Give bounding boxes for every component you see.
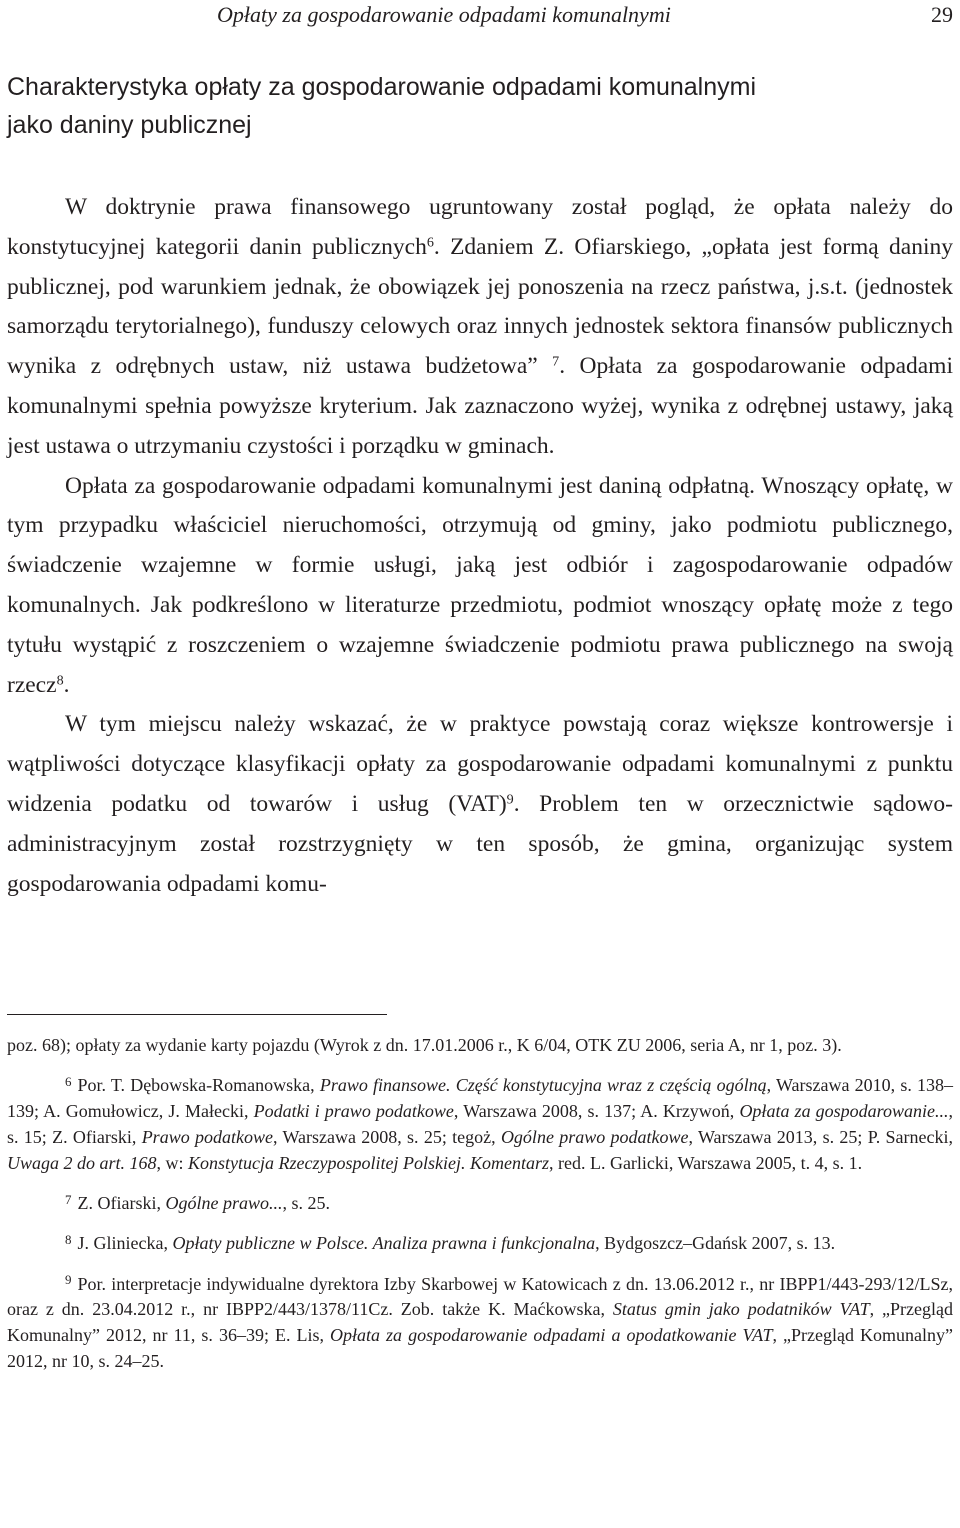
footnote-6-text: , s. 15; Z. Ofiarski,	[7, 1101, 954, 1147]
footnote-9-number: 9	[65, 1272, 72, 1288]
running-title: Opłaty za gospodarowanie odpadami komunalnymi	[217, 2, 671, 27]
footnote-6-title: Prawo podatkowe	[141, 1126, 273, 1147]
page-number: 29	[931, 2, 953, 27]
running-header	[7, 2, 953, 32]
footnote-6-title: Konstytucja Rzeczypospolitej Polskiej. Komentarz	[188, 1152, 549, 1173]
paragraph-1-text-a: W doktrynie prawa finansowego ugruntowany został pogląd, że opłata należy do konstytucyjnej kategorii danin publicznych	[7, 194, 953, 260]
footnote-6	[7, 1073, 953, 1176]
paragraph-1-text-b: . Zdaniem Z. Ofiarskiego, „opłata jest formą daniny publicznej, pod warunkiem jednak, że obowiązek jej ponoszenia na rzecz państwa, j.s.t. (jednostek samorządu terytorialnego), funduszy celowych oraz innych jednostek sektora finansów publicznych wynika z odrębnych ustaw, niż ustawa budżetowa”	[7, 233, 953, 380]
section-heading	[7, 68, 953, 144]
paragraph-2	[7, 467, 953, 706]
paragraph-1	[7, 188, 953, 467]
footnote-7	[7, 1191, 953, 1217]
footnotes	[7, 1033, 953, 1389]
footnote-8-title: Opłaty publiczne w Polsce. Analiza prawna i funkcjonalna	[172, 1233, 596, 1254]
footnote-6-text: , Warszawa 2010, s. 138–139; A. Gomułowicz, J. Małecki,	[7, 1075, 954, 1122]
section-heading-line-1: Charakterystyka opłaty za gospodarowanie odpadami komunalnymi	[7, 73, 757, 101]
footnote-6-number: 6	[65, 1073, 72, 1089]
paragraph-1-text-c: . Opłata za gospodarowanie odpadami komunalnymi spełnia powyższe kryterium. Jak zaznaczono wyżej, wynika z odrębnej ustawy, jaką jest ustawa o utrzymaniu czystości i porządku w gminach.	[7, 353, 953, 459]
footnote-7-text: , s. 25.	[282, 1192, 330, 1213]
footnote-6-text: Por. T. Dębowska-Romanowska,	[77, 1075, 320, 1096]
footnote-6-text: , w:	[156, 1152, 189, 1173]
footnote-6-text: , Warszawa 2013, s. 25; P. Sarnecki,	[688, 1126, 953, 1147]
paragraph-2-text-a: Opłata za gospodarowanie odpadami komunalnymi jest daniną odpłatną. Wnoszący opłatę, w tym przypadku właściciel nieruchomości, otrzymują od gminy, jako podmiotu publicznego, świadczenie wzajemne w formie usługi, jaką jest odbiór i zagospodarowanie odpadów komunalnych. Jak podkreślono w literaturze przedmiotu, podmiot wnoszący opłatę może z tego tytułu wystąpić z roszczeniem o wzajemne świadczenie podmiotu prawa publicznego na swoją rzecz	[7, 472, 953, 698]
footnote-7-number: 7	[65, 1191, 72, 1207]
footnote-9-text: , „Przegląd Komunalny” 2012, nr 10, s. 24–25.	[7, 1325, 953, 1371]
footnote-ref-6: 6	[426, 234, 434, 251]
footnote-8-text: J. Gliniecka,	[77, 1233, 173, 1254]
footnote-6-text: , red. L. Garlicki, Warszawa 2005, t. 4, s. 1.	[548, 1152, 863, 1173]
paragraph-2-text-b: .	[63, 671, 70, 698]
footnote-7-title: Ogólne prawo...	[165, 1192, 283, 1213]
footnote-ref-7: 7	[552, 353, 560, 370]
footnote-8	[7, 1231, 953, 1257]
footnote-8-number: 8	[65, 1231, 72, 1247]
footnote-6-title: Opłata za gospodarowanie...	[739, 1101, 949, 1122]
footnote-6-title: Uwaga 2 do art. 168	[7, 1152, 157, 1173]
footnote-6-title: Prawo finansowe. Część konstytucyjna wraz z częścią ogólną	[319, 1075, 767, 1096]
footnote-9-title: Opłata za gospodarowanie odpadami a opodatkowanie VAT	[330, 1325, 773, 1346]
footnote-7-text: Z. Ofiarski,	[77, 1192, 166, 1213]
footnote-9-text: , „Przegląd Komunalny” 2012, nr 11, s. 36–39; E. Lis,	[7, 1299, 953, 1346]
footnote-6-title: Ogólne prawo podatkowe	[500, 1126, 689, 1147]
section-heading-line-2: jako daniny publicznej	[7, 111, 252, 139]
footnote-separator	[7, 1014, 387, 1015]
footnote-9	[7, 1272, 953, 1375]
footnote-9-text: Por. interpretacje indywidualne dyrektora Izby Skarbowej w Katowicach z dn. 13.06.2012 r., nr IBPP1/443-293/12/LSz, oraz z dn. 23.04.2012 r., nr IBPP2/443/1378/11Cz. Zob. także K. Maćkowska,	[7, 1273, 953, 1320]
paragraph-3-text-b: . Problem ten w orzecznictwie sądowo-administracyjnym został rozstrzygnięty w ten sposób, że gmina, organizując system gospodarowania odpadami komu-	[7, 790, 953, 897]
footnote-6-text: , Warszawa 2008, s. 137; A. Krzywoń,	[453, 1101, 740, 1122]
footnote-6-text: , Warszawa 2008, s. 25; tegoż,	[272, 1126, 501, 1147]
body-text	[7, 188, 953, 904]
paragraph-3-text-a: W tym miejscu należy wskazać, że w praktyce powstają coraz większe kontrowersje i wątpliwości dotyczące klasyfikacji opłaty za gospodarowanie odpadami komunalnymi z punktu widzenia podatku od towarów i usług (VAT)	[7, 711, 953, 817]
footnote-ref-8: 8	[56, 671, 64, 688]
paragraph-3	[7, 705, 953, 904]
footnote-9-title: Status gmin jako podatników VAT	[612, 1299, 870, 1320]
footnote-6-title: Podatki i prawo podatkowe	[253, 1101, 454, 1122]
footnote-continuation: poz. 68); opłaty za wydanie karty pojazdu (Wyrok z dn. 17.01.2006 r., K 6/04, OTK ZU 2006, seria A, nr 1, poz. 3).	[7, 1035, 842, 1055]
footnote-ref-9: 9	[506, 791, 514, 808]
footnote-8-text: , Bydgoszcz–Gdańsk 2007, s. 13.	[595, 1233, 836, 1254]
